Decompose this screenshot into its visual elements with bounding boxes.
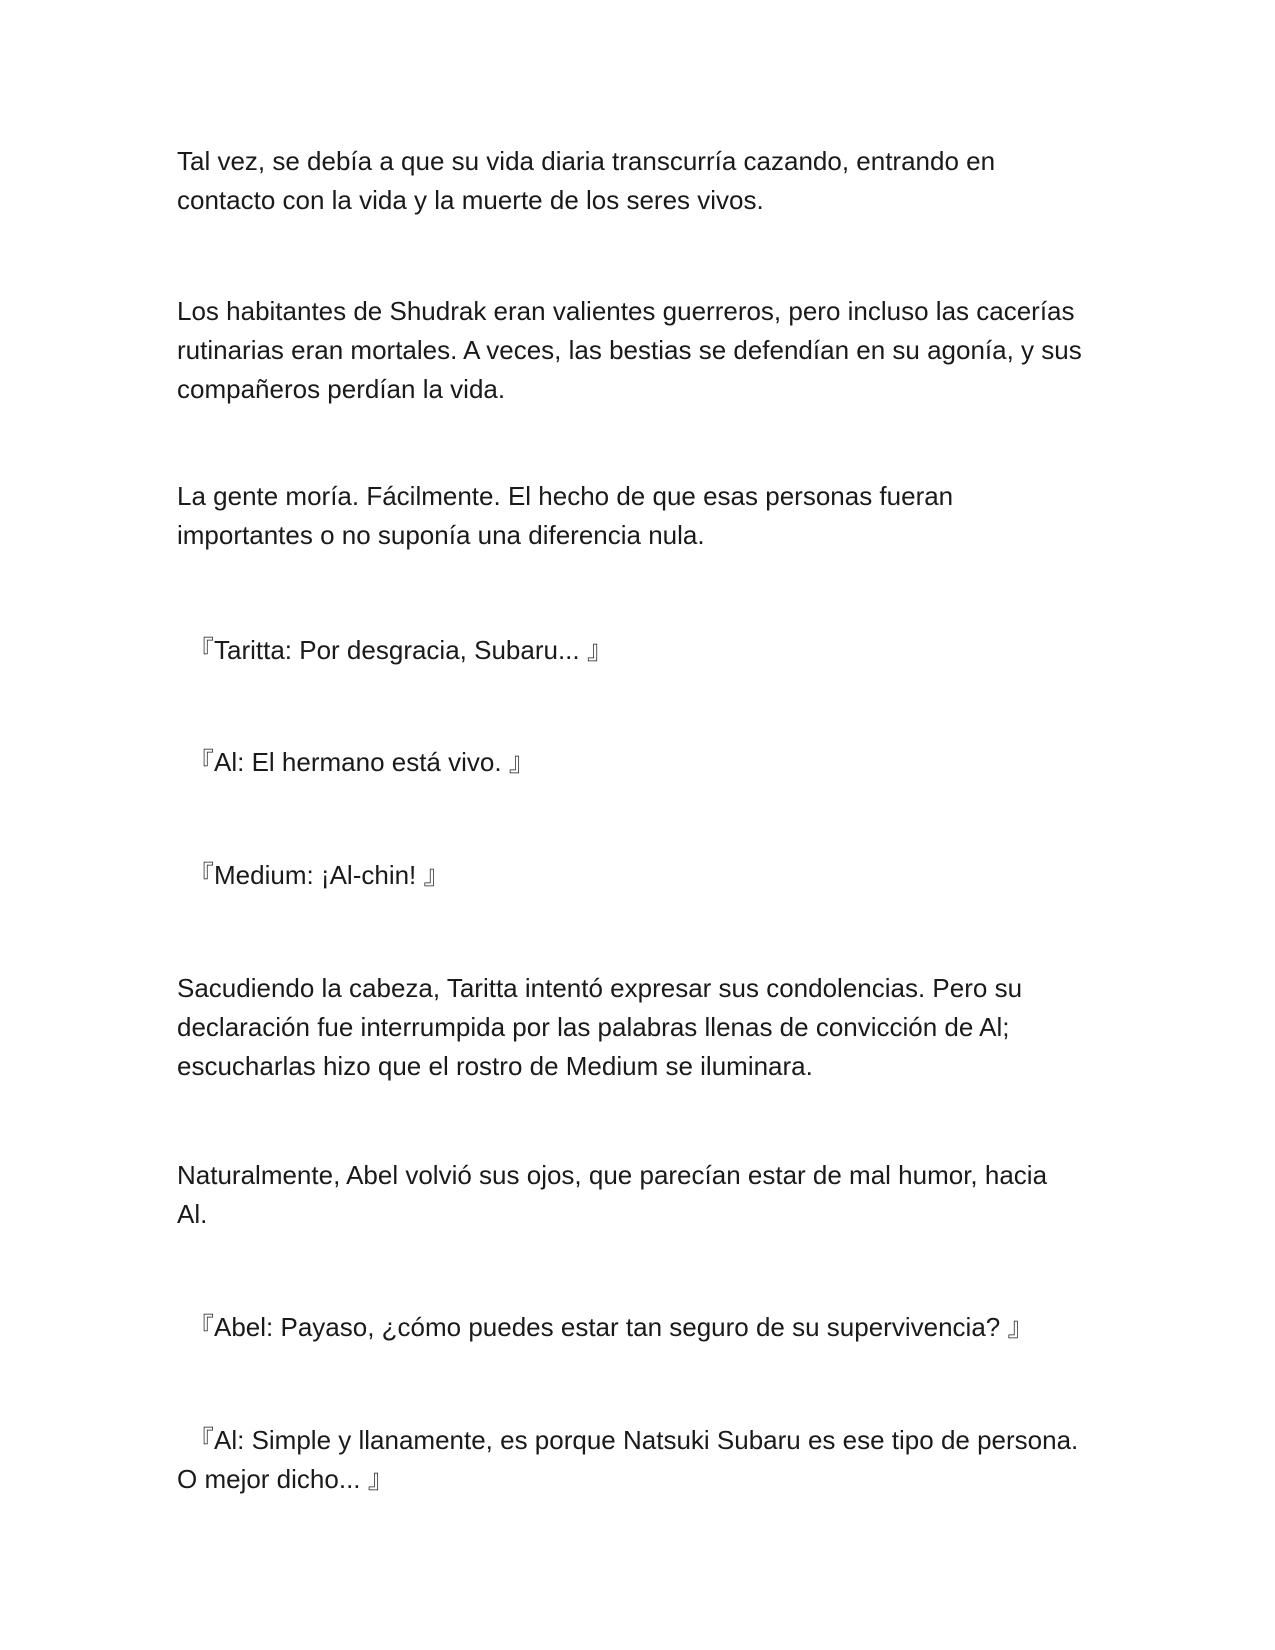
paragraph-hunting-life bbox=[177, 142, 1107, 220]
text-line: rutinarias eran mortales. A veces, las bestias se defendían en su agonía, y sus bbox=[177, 335, 1082, 365]
text-line: Naturalmente, Abel volvió sus ojos, que parecían estar de mal humor, hacia bbox=[177, 1160, 1048, 1190]
text-line: Tal vez, se debía a que su vida diaria transcurría cazando, entrando en bbox=[177, 146, 996, 176]
text-line: 『Taritta: Por desgracia, Subaru... 』 bbox=[188, 635, 613, 665]
dialog-abel bbox=[188, 1308, 1118, 1347]
text-line: contacto con la vida y la muerte de los seres vivos. bbox=[177, 185, 764, 215]
text-line: Sacudiendo la cabeza, Taritta intentó expresar sus condolencias. Pero su bbox=[177, 973, 1023, 1003]
paragraph-shudrak-warriors bbox=[177, 292, 1107, 409]
text-line: Los habitantes de Shudrak eran valientes guerreros, pero incluso las cacerías bbox=[177, 296, 1075, 326]
dialog-medium bbox=[188, 856, 1118, 895]
text-line: 『Abel: Payaso, ¿cómo puedes estar tan seguro de su supervivencia? 』 bbox=[188, 1312, 1034, 1342]
text-line: declaración fue interrumpida por las palabras llenas de convicción de Al; bbox=[177, 1012, 1010, 1042]
dialog-al-simple bbox=[177, 1421, 1118, 1499]
paragraph-people-died bbox=[177, 477, 1107, 555]
paragraph-abel-eyes bbox=[177, 1156, 1107, 1234]
text-line: 『Al: El hermano está vivo. 』 bbox=[188, 747, 535, 777]
paragraph-condolences bbox=[177, 969, 1107, 1086]
text-line: La gente moría. Fácilmente. El hecho de que esas personas fueran bbox=[177, 481, 954, 511]
text-line: 『Al: Simple y llanamente, es porque Natsuki Subaru es ese tipo de persona. bbox=[188, 1425, 1079, 1455]
text-line: O mejor dicho... 』 bbox=[177, 1464, 394, 1494]
text-line: compañeros perdían la vida. bbox=[177, 374, 506, 404]
text-line: 『Medium: ¡Al-chin! 』 bbox=[188, 860, 450, 890]
dialog-taritta bbox=[188, 631, 1118, 670]
dialog-al-alive bbox=[188, 743, 1118, 782]
text-line: escucharlas hizo que el rostro de Medium se iluminara. bbox=[177, 1051, 813, 1081]
text-line: importantes o no suponía una diferencia nula. bbox=[177, 520, 705, 550]
text-line: Al. bbox=[177, 1199, 208, 1229]
